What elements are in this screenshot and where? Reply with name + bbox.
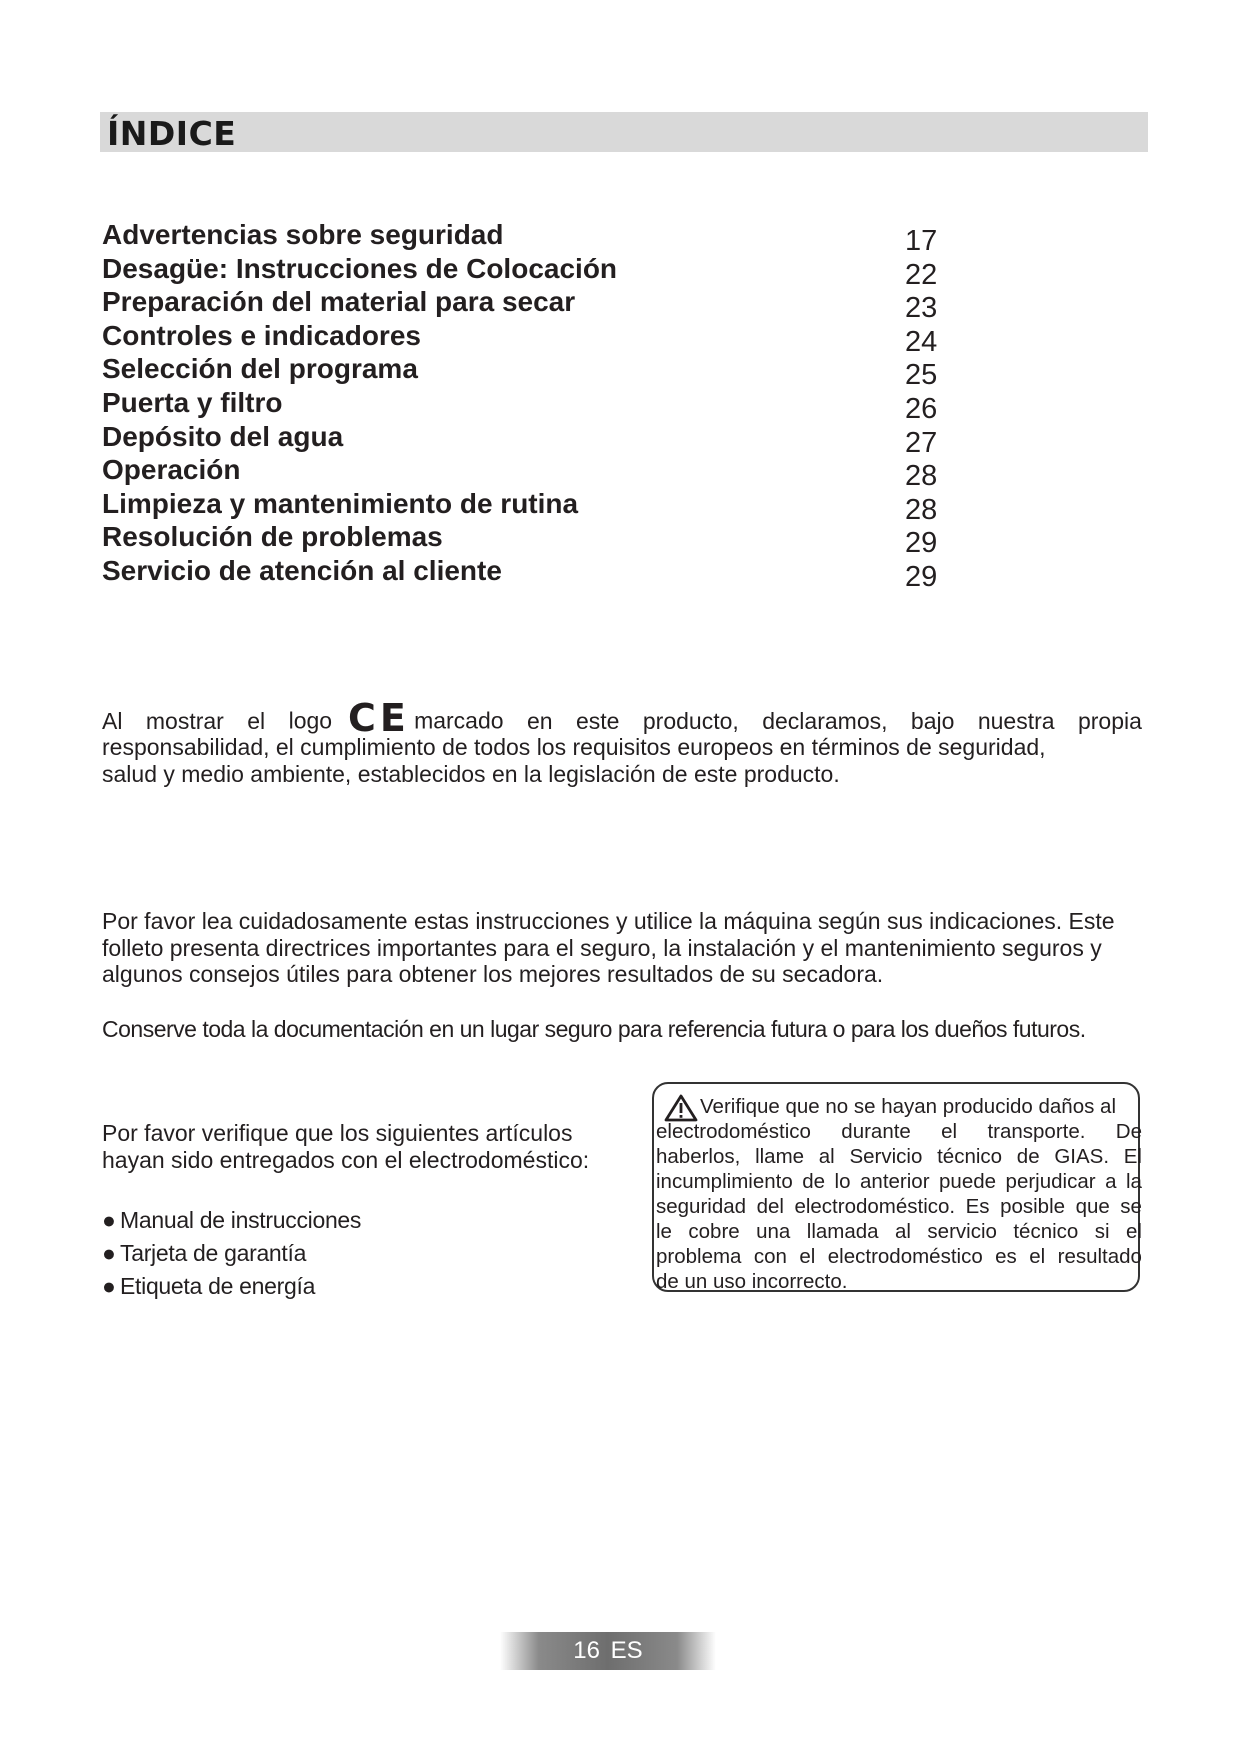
- page-footer: [500, 1632, 716, 1670]
- bullet-icon: ●: [102, 1273, 116, 1299]
- toc-entry-title[interactable]: Controles e indicadores: [102, 319, 421, 351]
- ce-statement-line: responsabilidad, el cumplimiento de todos los requisitos europeos en términos de seguridad,: [102, 734, 1046, 760]
- toc-entry-title[interactable]: Limpieza y mantenimiento de rutina: [102, 487, 579, 519]
- ce-statement-line: salud y medio ambiente, establecidos en la legislación de este producto.: [102, 760, 840, 787]
- toc-entry-page: 28: [905, 493, 938, 526]
- toc-entry-title[interactable]: Selección del programa: [102, 353, 418, 385]
- list-item: ● Manual de instrucciones: [102, 1204, 361, 1237]
- toc-entry-page: 29: [905, 560, 938, 593]
- warning-line: Verifique que no se hayan producido daños al: [656, 1094, 1142, 1119]
- warning-line: electrodoméstico durante el transporte. De: [656, 1120, 1142, 1143]
- word: en: [526, 707, 553, 734]
- warning-line: seguridad del electrodoméstico. Es posible que se: [656, 1195, 1142, 1218]
- toc-entry-page: 26: [905, 392, 938, 425]
- toc-entry-page: 23: [905, 292, 938, 325]
- warning-line: problema con el electrodoméstico es el resultado: [656, 1245, 1142, 1268]
- toc-entry-page: 17: [905, 225, 938, 257]
- ce-mark-icon: [348, 700, 410, 734]
- warning-line: de un uso incorrecto.: [656, 1270, 848, 1293]
- toc-entry-title[interactable]: Advertencias sobre seguridad: [102, 219, 504, 250]
- word: declaramos,: [762, 707, 888, 734]
- toc-entry-page: 28: [905, 460, 938, 493]
- word: producto,: [642, 707, 739, 734]
- bullet-icon: ●: [102, 1207, 116, 1233]
- word: el: [247, 707, 266, 734]
- toc-entry-title[interactable]: Depósito del agua: [102, 420, 344, 452]
- ce-statement: [102, 700, 1142, 787]
- ce-mark-text: CE: [348, 700, 410, 734]
- warning-line: haberlos, llame al Servicio técnico de GIAS. El: [656, 1145, 1142, 1168]
- toc-entry-page: 27: [905, 426, 938, 459]
- warning-text: [656, 1094, 1142, 1294]
- toc-entry-title[interactable]: Desagüe: Instrucciones de Colocación: [102, 252, 618, 284]
- checklist-items: [102, 1204, 361, 1303]
- bullet-icon: ●: [102, 1240, 116, 1266]
- language-code: ES: [610, 1637, 643, 1664]
- word-with-logo: logo CE marcado: [289, 700, 504, 734]
- intro-line: folleto presenta directrices importantes para el seguro, la instalación y el mantenimiento seguros y: [102, 934, 1102, 961]
- toc-entry-page: 29: [905, 527, 938, 560]
- page-number: 16: [573, 1637, 600, 1664]
- header-bar: [100, 112, 1148, 152]
- warning-line: incumplimiento de lo anterior puede perjudicar a la: [656, 1170, 1142, 1193]
- list-item: ● Tarjeta de garantía: [102, 1237, 361, 1270]
- toc-entry-title[interactable]: Preparación del material para secar: [102, 286, 576, 318]
- word: propia: [1077, 707, 1142, 734]
- checklist-intro-line: Por favor verifique que los siguientes artículos: [102, 1120, 573, 1146]
- intro-line: algunos consejos útiles para obtener los mejores resultados de su secadora.: [102, 961, 884, 987]
- keep-documentation-note: Conserve toda la documentación en un lugar seguro para referencia futura o para los dueños futuros.: [102, 1016, 1086, 1042]
- toc-entry-title[interactable]: Servicio de atención al cliente: [102, 554, 502, 586]
- warning-line: le cobre una llamada al servicio técnico si el: [656, 1220, 1142, 1243]
- toc-entry-title[interactable]: Puerta y filtro: [102, 386, 283, 418]
- checklist-intro-line: hayan sido entregados con el electrodoméstico:: [102, 1146, 590, 1173]
- toc-entry-page: 22: [905, 258, 938, 291]
- list-item: ● Etiqueta de energía: [102, 1270, 361, 1303]
- word: Al: [102, 707, 123, 734]
- toc-entry-page: 24: [905, 325, 938, 358]
- toc-entry-title[interactable]: Operación: [102, 454, 241, 486]
- word: bajo: [910, 707, 955, 734]
- word: mostrar: [145, 707, 224, 734]
- checklist-intro: [102, 1120, 662, 1173]
- word: nuestra: [977, 707, 1055, 734]
- page-title: ÍNDICE: [107, 114, 237, 153]
- toc-entry-title[interactable]: Resolución de problemas: [102, 521, 443, 553]
- toc-titles: [102, 218, 862, 588]
- intro-paragraph: [102, 908, 1162, 988]
- warning-triangle-icon: [664, 1094, 698, 1122]
- toc-pages: [905, 225, 985, 595]
- toc-entry-page: 25: [905, 359, 938, 392]
- intro-line: Por favor lea cuidadosamente estas instrucciones y utilice la máquina según sus indicaciones. Este: [102, 908, 1115, 934]
- ce-statement-line: [102, 700, 1142, 734]
- word: este: [575, 707, 620, 734]
